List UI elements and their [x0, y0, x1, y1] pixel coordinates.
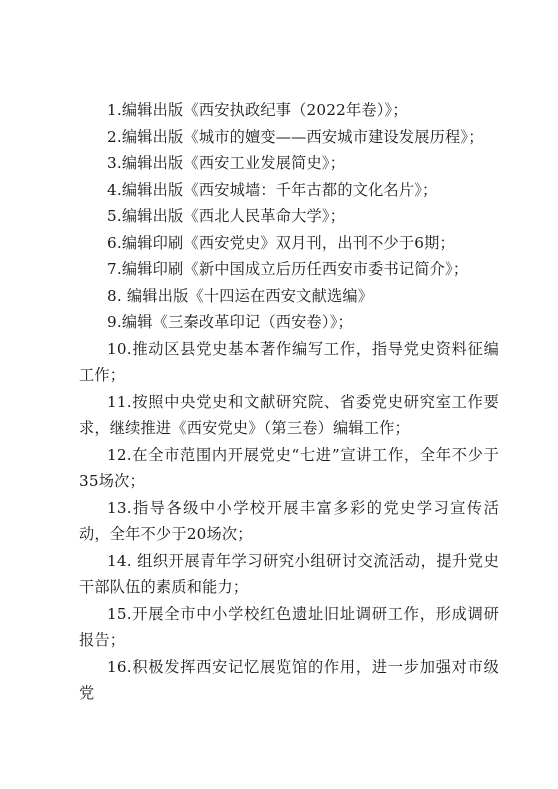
list-item: 14. 组织开展青年学习研究小组研讨交流活动，提升党史干部队伍的素质和能力；	[79, 551, 499, 596]
list-item: 4.编辑出版《西安城墙：千年古都的文化名片》；	[107, 180, 438, 199]
list-item: 3.编辑出版《西安工业发展简史》；	[107, 154, 346, 172]
list-item: 9.编辑《三秦改革印记（西安卷）》；	[107, 313, 353, 331]
list-item: 5.编辑出版《西北人民革命大学》；	[107, 207, 346, 225]
list-item: 13.指导各级中小学校开展丰富多彩的党史学习宣传活动，全年不少于20场次；	[79, 498, 499, 543]
list-item: 15.开展全市中小学校红色遗址旧址调研工作，形成调研报告；	[79, 604, 499, 649]
list-item: 12.在全市范围内开展党史“七进”宣讲工作，全年不少于35场次；	[79, 445, 499, 490]
list-item: 7.编辑印刷《新中国成立后历任西安市委书记简介》；	[107, 260, 469, 278]
list-item: 10.推动区县党史基本著作编写工作，指导党史资料征编工作；	[79, 339, 499, 384]
list-item: 6.编辑印刷《西安党史》双月刊，出刊不少于6期；	[107, 233, 455, 252]
work-item-list	[79, 97, 499, 707]
list-item: 16.积极发挥西安记忆展览馆的作用，进一步加强对市级党	[79, 657, 499, 702]
list-item: 1.编辑出版《西安执政纪事（2022年卷）》；	[107, 101, 408, 119]
list-item: 8. 编辑出版《十四运在西安文献选编》	[107, 286, 374, 305]
list-item: 11.按照中央党史和文献研究院、省委党史研究室工作要求，继续推进《西安党史》（第三卷）编辑工作；	[79, 392, 499, 437]
list-item: 2.编辑出版《城市的嬗变——西安城市建设发展历程》；	[107, 127, 484, 146]
